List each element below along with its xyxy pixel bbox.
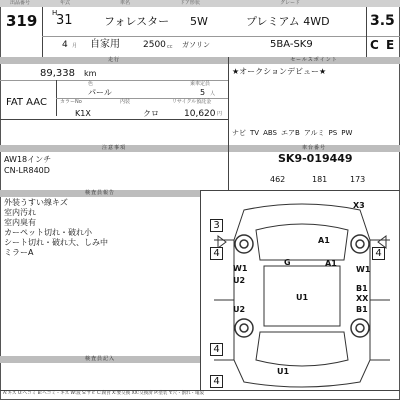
side-number-right-mid: 4 — [372, 247, 385, 260]
remark-line-1: 外装うすい線キズ — [4, 198, 68, 207]
model-label: 車名 — [120, 0, 131, 6]
damage-mark-right-door: B1 — [356, 284, 368, 293]
dim-width: 181 — [312, 175, 328, 184]
damage-mark-trunk: U1 — [277, 367, 290, 376]
mileage-value: 89,338 — [40, 68, 75, 79]
transmission: FAT AAC — [6, 97, 47, 108]
spec-line-3 — [0, 119, 228, 120]
equipment-abs: ABS — [263, 129, 277, 137]
note-line-2: CN-LR840D — [4, 166, 50, 175]
interior-color: クロ — [143, 109, 159, 118]
seats-label: 乗車定員 — [190, 81, 211, 87]
spec-right-divider — [228, 57, 229, 145]
year-value: 31 — [56, 13, 73, 28]
seats-value: 5 — [200, 88, 206, 97]
dim-length: 462 — [270, 175, 286, 184]
side-number-left-mid: 4 — [210, 247, 223, 260]
color-number: K1X — [75, 109, 91, 118]
remark-line-4: カーペット切れ・破れ小 — [4, 228, 92, 237]
mileage-unit: km — [84, 69, 97, 78]
damage-mark-left-rear: U2 — [233, 305, 246, 314]
inspector-header: 検査員記入 — [0, 356, 200, 363]
damage-mark-windshield: A1 — [318, 236, 330, 245]
damage-mark-roof: A1 — [325, 259, 337, 268]
footer-legend: A:キズ U:ヘコミ B:ヘコミ・キズ W:波 S:サビ C:腐食 X:要交換 XX:交換済 P:塗装 Y:穴・割れ・亀裂 — [3, 391, 205, 396]
recycle-fee: 10,620 — [184, 109, 216, 119]
year-era: H — [52, 9, 58, 17]
sales-point: ★オークションデビュー★ — [232, 67, 327, 76]
damage-mark-left-door: U2 — [233, 276, 246, 285]
equipment-tv: TV — [250, 129, 260, 137]
displacement: 2500 — [143, 40, 166, 50]
damage-mark-left-front: W1 — [233, 264, 248, 273]
month-unit: 月 — [72, 43, 78, 49]
points-header: セールスポイント — [228, 57, 400, 64]
fuel-type: ガソリン — [182, 41, 210, 49]
car-rear-window — [256, 332, 348, 366]
exterior-grade: E — [386, 38, 395, 52]
wheel-front-left — [235, 235, 253, 253]
damage-mark-right-front: W1 — [356, 265, 371, 274]
equipment-list — [232, 130, 356, 137]
remark-line-3: 室内臭有 — [4, 218, 36, 227]
side-number-rear-left: 4 — [210, 343, 223, 356]
remarks-header: 検査員報告 — [0, 190, 200, 197]
recycle-unit: 円 — [217, 111, 223, 117]
lot-divider — [42, 7, 43, 57]
chassis-code: 5BA-SK9 — [270, 39, 313, 50]
remark-line-6: ミラーA — [4, 248, 34, 257]
grade-value: プレミアム 4WD — [246, 15, 330, 28]
use-type: 自家用 — [90, 39, 120, 50]
damage-mark-glass: G — [284, 258, 291, 267]
dim-height: 173 — [350, 175, 366, 184]
top-row-mid-line — [42, 36, 400, 37]
seats-unit: 人 — [210, 91, 216, 97]
lot-number: 319 — [6, 12, 38, 30]
chassis-number: SK9-019449 — [278, 152, 353, 165]
equipment-alloy: アルミ — [303, 129, 325, 137]
car-windshield — [256, 224, 348, 260]
model-name: フォレスター — [104, 15, 170, 28]
damage-mark-right-rear: B1 — [356, 305, 368, 314]
doors-label: ドア形状 — [180, 0, 200, 6]
month-value: 4 — [62, 40, 68, 50]
score-divider — [366, 7, 367, 57]
equipment-airbag: エアB — [281, 129, 300, 137]
equipment-ps: PS — [328, 129, 338, 137]
remarks-divider — [200, 190, 201, 390]
interior-grade: C — [370, 38, 379, 52]
lot-label: 出品番号 — [10, 0, 31, 6]
score-value: 3.5 — [370, 13, 395, 29]
recycle-label: リサイクル預託金 — [172, 99, 212, 105]
color-value: パール — [88, 88, 112, 97]
wheel-rear-right — [351, 319, 369, 337]
door-type: 5W — [190, 15, 208, 28]
notes-header: 注意事項 — [0, 145, 228, 152]
wheel-front-right — [351, 235, 369, 253]
equipment-nav: ナビ — [232, 129, 246, 137]
side-number-front-left: 3 — [210, 219, 223, 232]
damage-mark-right-panel: XX — [356, 294, 369, 303]
damage-mark-center: U1 — [296, 293, 309, 302]
remark-line-2: 室内汚れ — [4, 208, 36, 217]
remark-line-5: シート切れ・破れ大、しみ中 — [4, 238, 108, 247]
displacement-unit: cc — [167, 44, 173, 50]
damage-mark-hood: X3 — [353, 201, 365, 210]
chassis-header: 車台番号 — [228, 145, 400, 152]
equipment-pw: PW — [341, 129, 353, 137]
wheel-rear-left — [235, 319, 253, 337]
spec-header: 走行 — [0, 57, 228, 64]
year-label: 年式 — [60, 0, 71, 6]
color-label: 色 — [88, 81, 94, 87]
note-line-1: AW18インチ — [4, 155, 52, 164]
color-no-label: カラーNo — [60, 99, 82, 105]
notes-divider — [228, 145, 229, 190]
grade-label: グレード — [280, 0, 301, 6]
interior-label: 内装 — [120, 99, 131, 105]
side-number-bottom-left: 4 — [210, 375, 223, 388]
